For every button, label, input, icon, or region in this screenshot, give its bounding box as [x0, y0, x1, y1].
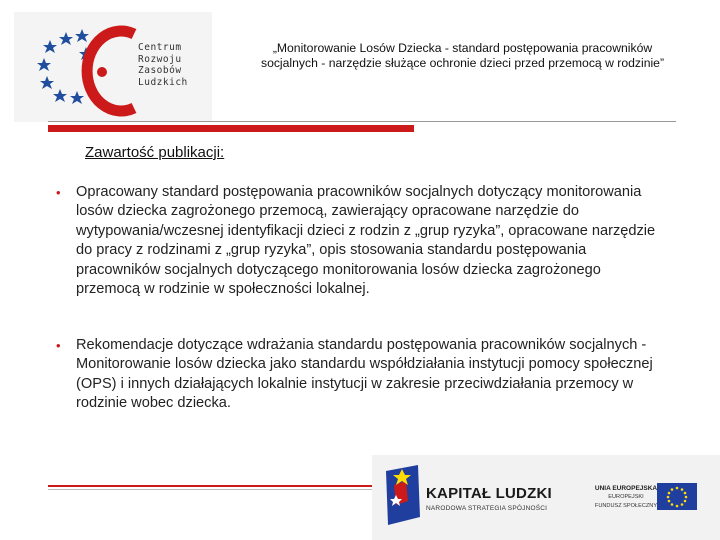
bullet-icon: • — [56, 185, 61, 200]
header-title: „Monitorowanie Losów Dziecka - standard postępowania pracowników socjalnych - narzędzie służące ochronie dzieci przed przemocą w rodzinie” — [260, 41, 665, 70]
ue-line: EUROPEJSKI — [608, 494, 644, 500]
divider — [48, 121, 676, 122]
crl-line: Rozwoju — [138, 53, 182, 65]
crl-logo — [14, 12, 212, 122]
red-accent-bar — [48, 125, 414, 132]
star-icon — [37, 58, 51, 71]
star-icon — [75, 29, 89, 42]
bullet-item — [56, 183, 666, 299]
bullet-text: Rekomendacje dotyczące wdrażania standardu postępowania pracowników socjalnych - Monitorowanie losów dziecka jako standardu współdziałania instytucji pomocy społecznej (OPS) i innych działających lokalnie instytucji w zakresie przeciwdziałania przemocy w rodzinie wobec dziecka. — [76, 337, 653, 412]
crl-line: Zasobów — [138, 65, 182, 76]
ue-title: UNIA EUROPEJSKA — [594, 485, 658, 492]
star-icon — [43, 40, 57, 53]
star-icon — [53, 89, 67, 102]
crl-line: Ludzkich — [138, 76, 188, 88]
ue-label — [586, 485, 666, 510]
bullet-item — [56, 336, 666, 414]
section-heading: Zawartość publikacji: — [85, 144, 225, 161]
bottom-red-rule — [48, 485, 398, 487]
bullet-text: Opracowany standard postępowania pracowników socjalnych dotyczący monitorowania losów dziecka zagrożonego przemocą, zawierający opracowane narzędzie do wytypowania/wczesnej identyfikacji dzieci z rodzin z „grup ryzyka”, opracowane narzędzie do pracy z rodzinami z „grup ryzyka”, opis stosowania standardu postępowania pracowników socjalnych dotyczącego monitorowania losów dziecka zagrożonego przemocą w rodzinie w społeczności lokalnej. — [76, 184, 656, 298]
bullet-icon: • — [56, 338, 61, 353]
crl-name — [138, 42, 218, 88]
star-icon — [40, 76, 54, 89]
c-letter-icon — [87, 31, 134, 111]
footer-logos — [372, 455, 720, 540]
star-icon — [70, 91, 84, 104]
star-icon — [59, 32, 73, 45]
red-dot-icon — [97, 67, 107, 77]
ue-line: FUNDUSZ SPOŁECZNY — [594, 503, 658, 509]
kl-title: KAPITAŁ LUDZKI — [426, 485, 552, 502]
crl-line: Centrum — [138, 42, 182, 53]
kl-subtitle: NARODOWA STRATEGIA SPÓJNOŚCI — [426, 505, 548, 512]
